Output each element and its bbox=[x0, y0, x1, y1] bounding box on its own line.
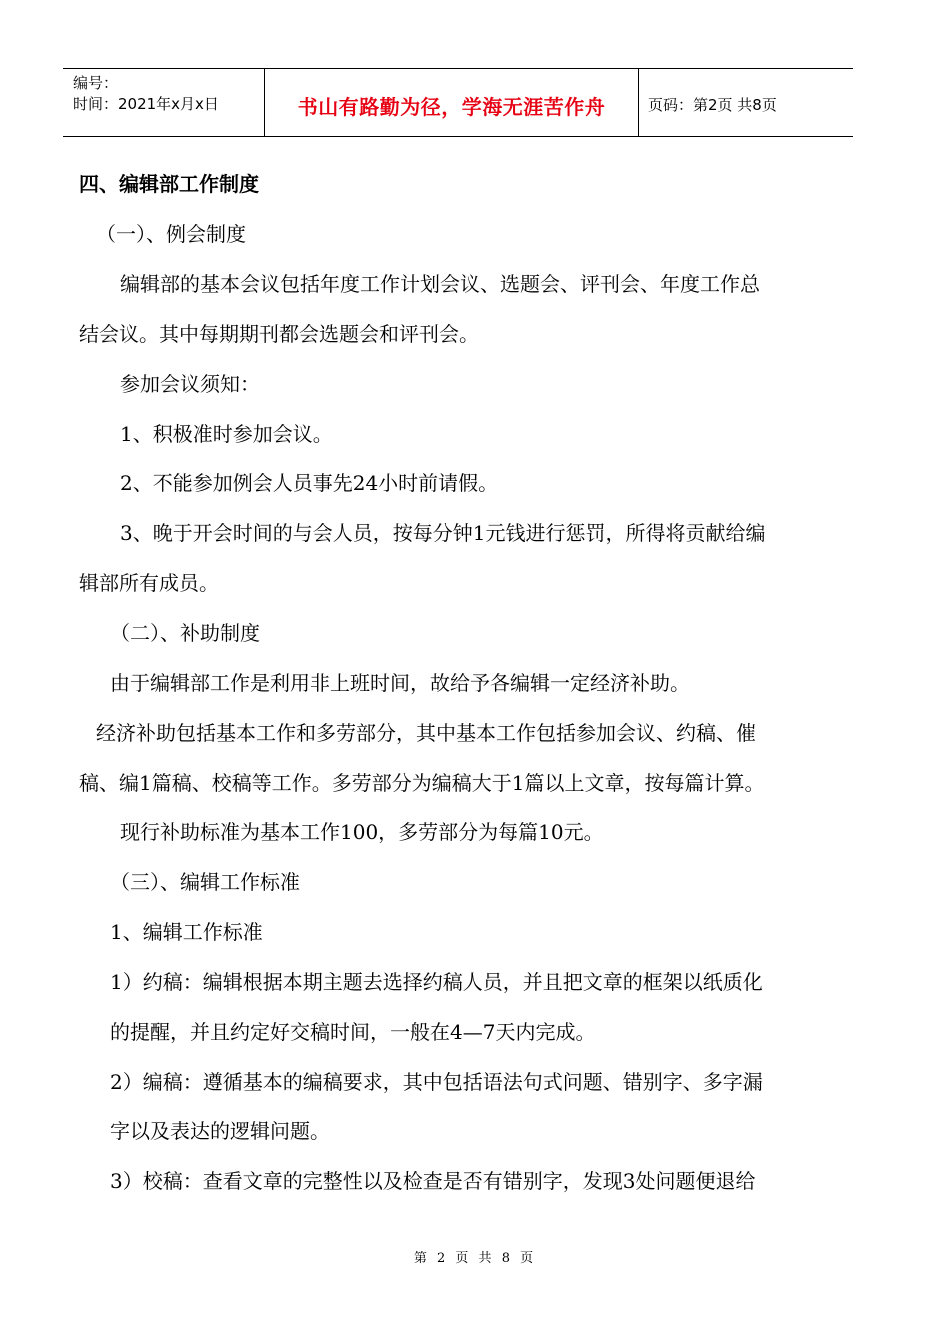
list-item: 1）约稿：编辑根据本期主题去选择约稿人员，并且把文章的框架以纸质化 bbox=[110, 970, 763, 994]
list-item: 1、编辑工作标准 bbox=[110, 920, 263, 944]
paragraph-line: 现行补助标准为基本工作100，多劳部分为每篇10元。 bbox=[120, 820, 604, 844]
subsection-title: （一）、例会制度 bbox=[96, 222, 246, 246]
doc-time-label: 时间：2021年x月x日 bbox=[73, 95, 219, 113]
page-header bbox=[63, 68, 853, 137]
list-item: 1、积极准时参加会议。 bbox=[120, 422, 333, 446]
section-title: 四、编辑部工作制度 bbox=[79, 172, 259, 196]
list-item: 2）编稿：遵循基本的编稿要求，其中包括语法句式问题、错别字、多字漏 bbox=[110, 1070, 763, 1094]
list-item: 3）校稿：查看文章的完整性以及检查是否有错别字，发现3处问题便退给 bbox=[110, 1169, 756, 1193]
subsection-title: （二）、补助制度 bbox=[110, 621, 260, 645]
header-motto-cell bbox=[264, 69, 639, 136]
header-meta-cell bbox=[63, 69, 264, 136]
subsection-title: （三）、编辑工作标准 bbox=[110, 870, 300, 894]
doc-number-label: 编号： bbox=[73, 74, 119, 92]
header-page-cell bbox=[638, 69, 853, 136]
paragraph-line: 经济补助包括基本工作和多劳部分，其中基本工作包括参加会议、约稿、催 bbox=[96, 721, 756, 745]
header-motto: 书山有路勤为径，学海无涯苦作舟 bbox=[297, 95, 606, 119]
paragraph-line: 参加会议须知： bbox=[120, 372, 260, 396]
list-item: 辑部所有成员。 bbox=[79, 571, 219, 595]
paragraph-line: 稿、编1篇稿、校稿等工作。多劳部分为编稿大于1篇以上文章，按每篇计算。 bbox=[79, 771, 765, 795]
header-page-info: 页码：第2页 共8页 bbox=[648, 96, 777, 114]
list-item: 字以及表达的逻辑问题。 bbox=[110, 1119, 330, 1143]
paragraph-line: 由于编辑部工作是利用非上班时间，故给予各编辑一定经济补助。 bbox=[110, 671, 690, 695]
list-item: 的提醒，并且约定好交稿时间，一般在4—7天内完成。 bbox=[110, 1020, 596, 1044]
paragraph-line: 结会议。其中每期期刊都会选题会和评刊会。 bbox=[79, 322, 479, 346]
list-item: 3、晚于开会时间的与会人员，按每分钟1元钱进行惩罚，所得将贡献给编 bbox=[120, 521, 766, 545]
paragraph-line: 编辑部的基本会议包括年度工作计划会议、选题会、评刊会、年度工作总 bbox=[120, 272, 760, 296]
page-footer: 第 2 页 共 8 页 bbox=[413, 1251, 537, 1266]
list-item: 2、不能参加例会人员事先24小时前请假。 bbox=[120, 471, 499, 495]
